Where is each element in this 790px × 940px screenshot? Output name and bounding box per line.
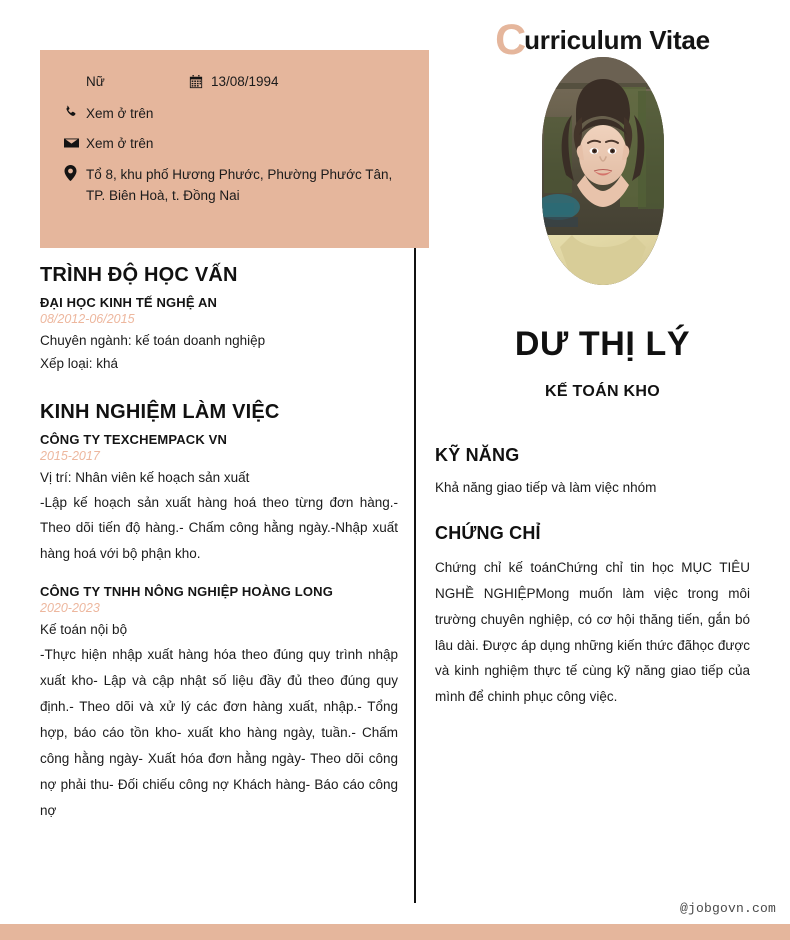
contact-row-gender-dob <box>64 72 405 92</box>
gender-value: Nữ <box>86 74 105 89</box>
date-of-birth-value: 13/08/1994 <box>211 74 279 89</box>
skills-text: Khả năng giao tiếp và làm việc nhóm <box>435 480 657 495</box>
email-value: Xem ở trên <box>86 136 154 152</box>
experience-description: -Lập kế hoạch sản xuất hàng hoá theo từng đơn hàng.- Theo dõi tiến độ hàng.- Chấm công hằng ngày.-Nhập xuất hàng hoá với bộ phận kho. <box>40 494 398 562</box>
experience-date: 2020-2023 <box>40 601 100 616</box>
contact-row-email <box>64 134 405 154</box>
certificates-text: Chứng chỉ kế toánChứng chỉ tin học MỤC TIÊU NGHỀ NGHIỆPMong muốn làm việc trong môi trường chuyên nghiệp, có cơ hội thăng tiến, gắn bó lâu dài. Được áp dụng những kiến thức đãhọc được và kinh nghiệm thực tế cùng kỹ năng giao tiếp của mình để chinh phục công việc. <box>435 559 750 705</box>
education-section-title: TRÌNH ĐỘ HỌC VẤN <box>40 264 238 286</box>
experience-entry <box>40 584 398 823</box>
map-pin-icon <box>64 165 86 182</box>
envelope-icon <box>64 134 86 151</box>
education-org: ĐẠI HỌC KINH TẾ NGHỆ AN <box>40 295 218 310</box>
profile-photo <box>542 57 664 285</box>
experience-position: Kế toán nội bộ <box>40 622 128 638</box>
skills-section-title: KỸ NĂNG <box>435 445 520 465</box>
portrait-illustration <box>542 57 664 285</box>
experience-org: CÔNG TY TNHH NÔNG NGHIỆP HOÀNG LONG <box>40 584 333 600</box>
curriculum-vitae-heading <box>495 16 710 64</box>
person-name: DƯ THỊ LÝ <box>514 325 691 363</box>
experience-entry <box>40 432 398 568</box>
education-grade: Xếp loại: khá <box>40 355 119 371</box>
experience-org: CÔNG TY TEXCHEMPACK VN <box>40 431 228 447</box>
experience-description: -Thực hiện nhập xuất hàng hóa theo đúng quy trình nhập xuất kho- Lập và cập nhật số liệu đầy đủ theo đúng quy định.- Theo dõi và xử lý các đơn hàng xuất, nhập.- Tổng hợp, báo cáo tồn kho- xuất kho hàng ngày, tuần.- Chấm công hằng ngày- Xuất hóa đơn hằng ngày- Theo dõi công nợ phải thu- Đối chiếu công nợ Khách hàng- Báo cáo công nợ <box>40 647 398 818</box>
contact-row-address <box>64 165 405 207</box>
footer-accent-bar <box>0 924 790 940</box>
experience-section-title: KINH NGHIỆM LÀM VIỆC <box>40 400 280 423</box>
experience-position: Vị trí: Nhân viên kế hoạch sản xuất <box>40 469 250 485</box>
education-major: Chuyên ngành: kế toán doanh nghiệp <box>40 333 266 348</box>
calendar-icon <box>189 73 211 90</box>
contact-row-phone <box>64 104 405 124</box>
experience-date: 2015-2017 <box>40 448 100 463</box>
right-column <box>415 0 790 940</box>
contact-info-box <box>40 50 429 248</box>
education-entry <box>40 295 398 375</box>
phone-icon <box>64 104 86 121</box>
phone-value: Xem ở trên <box>86 105 154 121</box>
right-sections <box>435 445 750 710</box>
certificates-section-title: CHỨNG CHỈ <box>435 522 541 543</box>
left-sections <box>40 264 398 828</box>
site-watermark: @jobgovn.com <box>679 901 776 916</box>
address-value: Tổ 8, khu phố Hương Phước, Phường Phước Tân, TP. Biên Hoà, t. Đồng Nai <box>86 166 393 203</box>
heading-text: urriculum Vitae <box>524 24 710 55</box>
person-role: KẾ TOÁN KHO <box>544 383 660 400</box>
heading-drop-cap: C <box>495 16 527 64</box>
education-date: 08/2012-06/2015 <box>40 312 135 326</box>
dob-group <box>189 72 279 92</box>
